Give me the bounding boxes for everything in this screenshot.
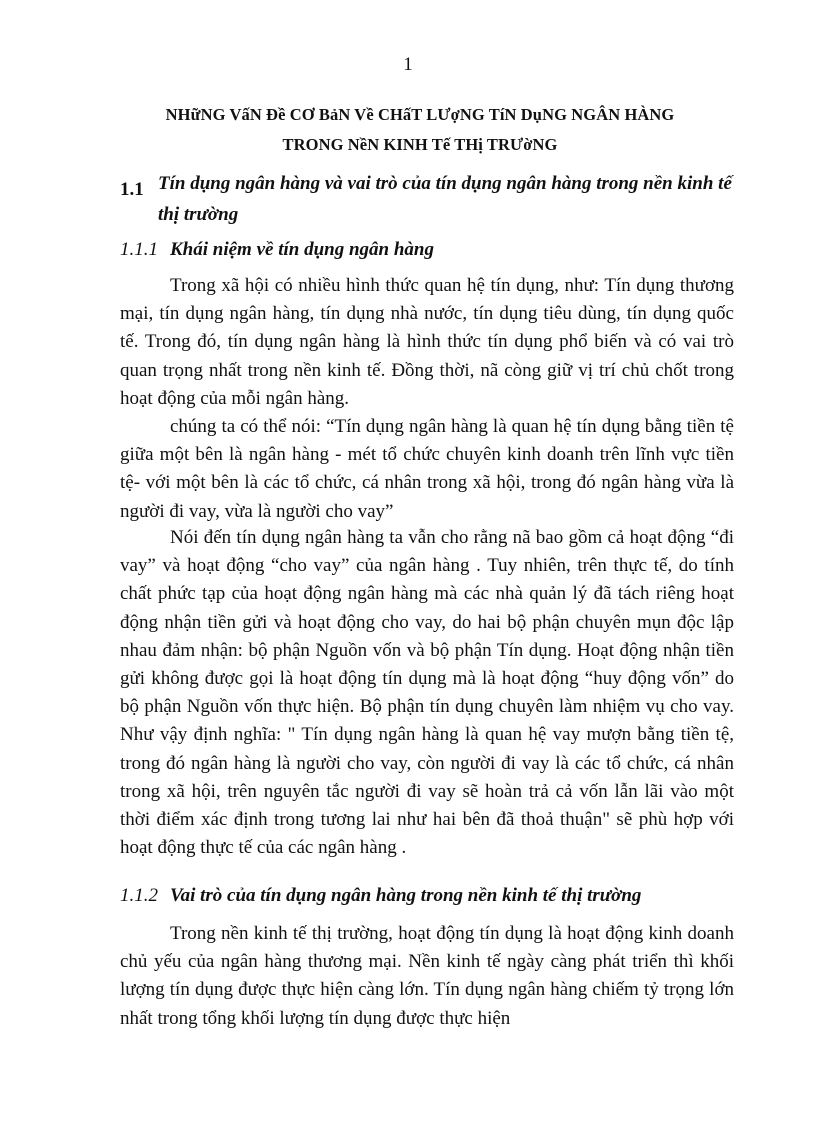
section-heading-1-1-2 xyxy=(120,882,740,910)
section-number: 1.1.1 xyxy=(120,239,158,260)
section-title: Tín dụng ngân hàng và vai trò của tín dụng ngân hàng trong nền kinh tế thị trường xyxy=(158,173,732,225)
section-heading-1-1 xyxy=(120,168,740,230)
document-title xyxy=(100,100,740,160)
section-number: 1.1 xyxy=(120,179,144,200)
document-title-line-1: NHữNG VấN Đề CƠ BảN Về CHấT LƯợNG TíN DụNG NGÂN HÀNG xyxy=(165,105,675,124)
section-number: 1.1.2 xyxy=(120,885,158,906)
paragraph-3: Nói đến tín dụng ngân hàng ta vẫn cho rằng nã bao gồm cả hoạt động “đi vay” và hoạt động “cho vay” của ngân hàng . Tuy nhiên, trên thực tế, do tính chất phức tạp của hoạt động ngân hàng mà các nhà quản lý đã tách riêng hoạt động nhận tiền gửi và hoạt động cho vay, do hai bộ phận chuyên mụn độc lập nhau đảm nhận: bộ phận Nguồn vốn và bộ phận Tín dụng. Hoạt động nhận tiền gửi không được gọi là hoạt động tín dụng mà là hoạt động “huy động vốn” do bộ phận Nguồn vốn thực hiện. Bộ phận tín dụng chuyên làm nhiệm vụ cho vay. Như vậy định nghĩa: " Tín dụng ngân hàng là quan hệ vay mượn bằng tiền tệ, trong đó ngân hàng là người cho vay, còn người đi vay là các tổ chức, cá nhân trong xã hội, trên nguyên tắc người đi vay sẽ hoàn trả cả vốn lẫn lãi vào một thời điểm xác định trong tương lai như hai bên đã thoả thuận" sẽ phù hợp với hoạt động thực tế của các ngân hàng . xyxy=(120,527,734,859)
section-title: Vai trò của tín dụng ngân hàng trong nền kinh tế thị trường xyxy=(170,885,642,906)
section-heading-1-1-1 xyxy=(120,236,740,264)
paragraph-2: chúng ta có thể nói: “Tín dụng ngân hàng là quan hệ tín dụng bằng tiền tệ giữa một bên là ngân hàng - mét tổ chức chuyên kinh doanh trên lĩnh vực tiền tệ- với một bên là các tổ chức, cá nhân trong xã hội, trong đó ngân hàng vừa là người đi vay, vừa là người cho vay” xyxy=(120,416,734,522)
section-title: Khái niệm về tín dụng ngân hàng xyxy=(170,239,434,260)
paragraph-4: Trong nền kinh tế thị trường, hoạt động tín dụng là hoạt động kinh doanh chủ yếu của ngân hàng thương mại. Nền kinh tế ngày càng phát triển thì khối lượng tín dụng được thực hiện càng lớn. Tín dụng ngân hàng chiếm tỷ trọng lớn nhất trong tổng khối lượng tín dụng được thực hiện xyxy=(120,923,734,1029)
page-number: 1 xyxy=(403,54,413,75)
document-title-line-2: TRONG NềN KINH Tế THị TRƯờNG xyxy=(282,135,558,154)
paragraph-1: Trong xã hội có nhiều hình thức quan hệ tín dụng, như: Tín dụng thương mại, tín dụng ngân hàng, tín dụng nhà nước, tín dụng tiêu dùng, tín dụng quốc tế. Trong đó, tín dụng ngân hàng là hình thức tín dụng phổ biến và có vai trò quan trọng nhất trong nền kinh tế. Đồng thời, nã còng giữ vị trí chủ chốt trong hoạt động của mỗi ngân hàng. xyxy=(120,275,734,409)
